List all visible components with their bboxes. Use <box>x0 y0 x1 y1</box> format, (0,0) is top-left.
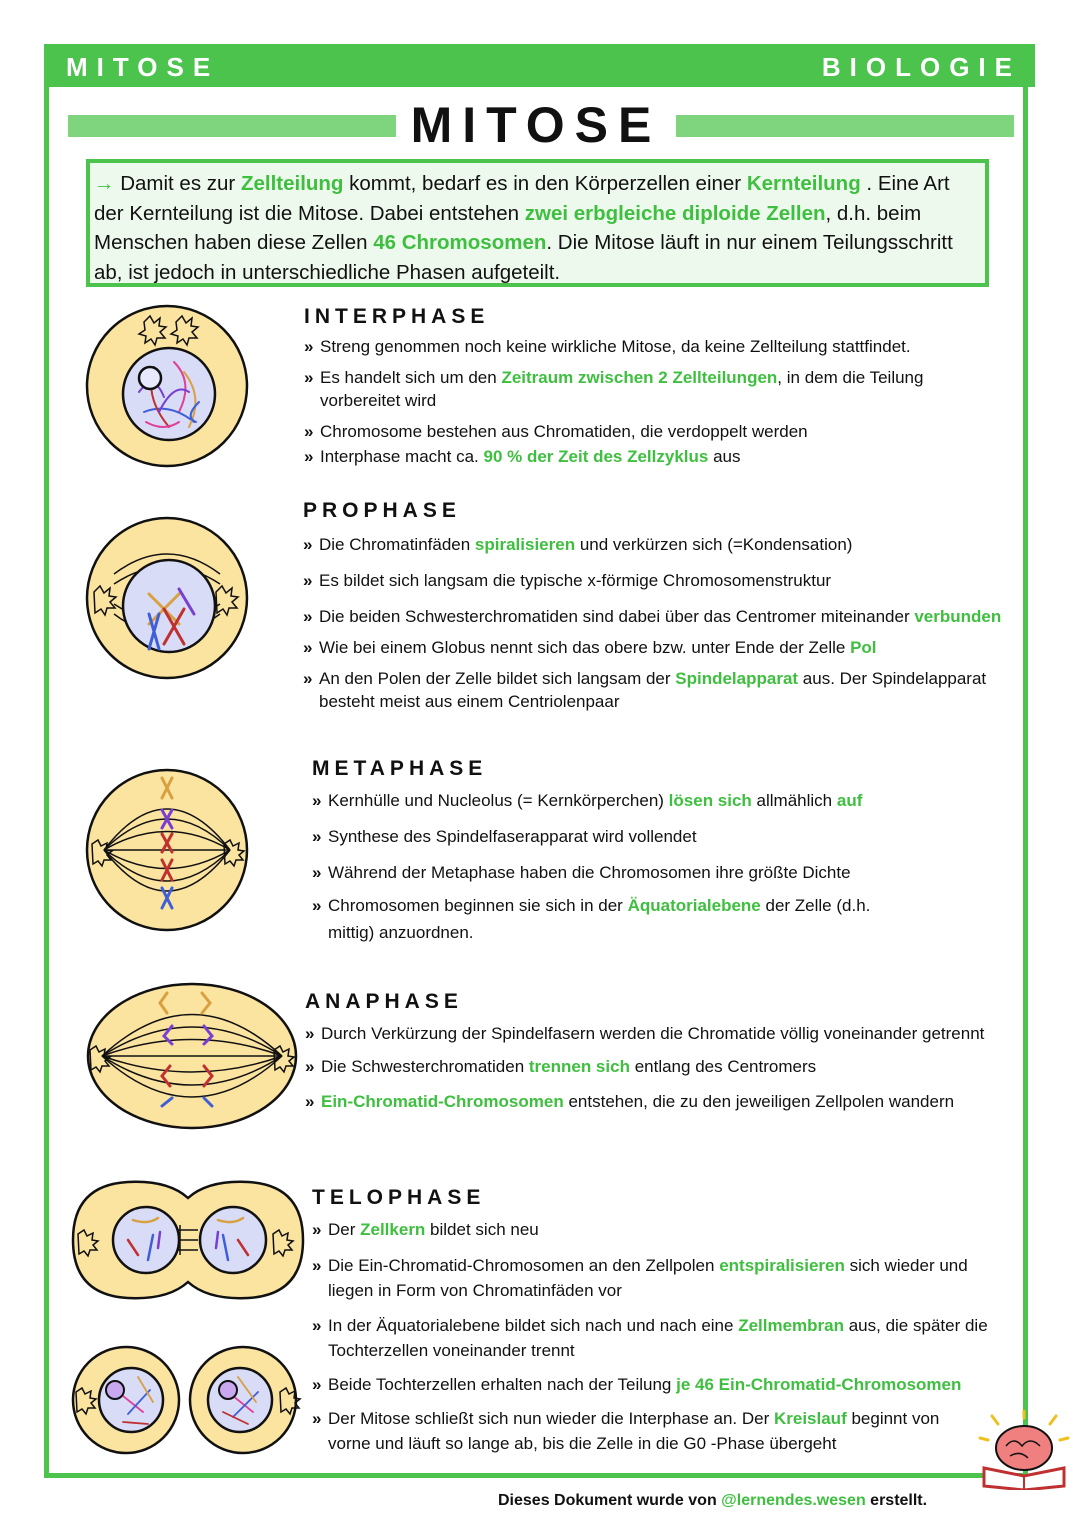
intro-text: . Eine Art der Kernteilung ist die Mitose. Dabei entstehen <box>94 172 950 225</box>
footer-credit <box>498 1492 927 1510</box>
bullet-text: An den Polen der Zelle bildet sich langsam der <box>319 669 676 688</box>
bullet-text: sich wieder und liegen in Form von Chromatinfäden vor <box>328 1256 968 1300</box>
metaphase-heading: METAPHASE <box>312 757 488 780</box>
list-item <box>312 1313 1002 1363</box>
interphase-heading: INTERPHASE <box>304 305 490 328</box>
bullet-highlight: auf <box>836 791 863 810</box>
bullet-highlight: 90 % der Zeit des Zellzyklus <box>483 447 709 466</box>
bullet-text: Synthese des Spindelfaserapparat wird vollendet <box>328 827 697 846</box>
bullet-text: allmählich <box>751 791 837 810</box>
intro-text: . Die Mitose läuft in nur einem Teilungsschritt ab, ist jedoch in unterschiedliche Phasen aufgeteilt. <box>94 231 953 284</box>
list-item <box>305 1022 1005 1045</box>
prophase-heading: PROPHASE <box>303 499 461 522</box>
title-decoration-right <box>676 115 1014 137</box>
bullet-text: Die Chromatinfäden <box>319 535 475 554</box>
list-item <box>312 825 1002 848</box>
brain-book-logo-icon <box>978 1410 1070 1490</box>
bullet-highlight: Zellkern <box>360 1220 426 1239</box>
bullet-highlight: Äquatorialebene <box>627 896 761 915</box>
page-title: MITOSE <box>410 97 662 153</box>
footer-text: Dieses Dokument wurde von <box>498 1492 722 1509</box>
bullet-text: Die Ein-Chromatid-Chromosomen an den Zellpolen <box>328 1256 720 1275</box>
title-decoration-left <box>68 115 396 137</box>
header-topic: MITOSE <box>66 52 220 82</box>
bullet-text: entstehen, die zu den jeweiligen Zellpolen wandern <box>563 1092 955 1111</box>
list-item <box>304 420 1004 443</box>
arrow-icon: → <box>94 172 115 195</box>
list-item <box>303 636 1003 659</box>
bullet-text: entlang des Centromers <box>629 1057 817 1076</box>
interphase-cell-illustration <box>84 302 254 472</box>
intro-highlight: 46 Chromosomen <box>373 231 547 254</box>
list-item <box>305 1090 1005 1113</box>
bullet-text: der Zelle (d.h. mittig) anzuordnen. <box>328 896 871 942</box>
list-item <box>312 789 1002 812</box>
footer-text: erstellt. <box>865 1492 928 1509</box>
anaphase-section <box>305 990 1005 1121</box>
intro-box <box>86 159 989 287</box>
bullet-text: Es bildet sich langsam die typische x-förmige Chromosomenstruktur <box>319 571 832 590</box>
bullet-text: aus. Der Spindelapparat besteht meist aus einem Centriolenpaar <box>319 669 987 711</box>
bullet-text: aus, die später die Tochterzellen voneinander trennt <box>328 1316 988 1360</box>
bullet-highlight: Kreislauf <box>773 1409 847 1428</box>
bullet-text: In der Äquatorialebene bildet sich nach und nach eine <box>328 1316 739 1335</box>
bullet-highlight: trennen sich <box>528 1057 630 1076</box>
bullet-highlight: Zeitraum zwischen 2 Zellteilungen <box>501 368 778 387</box>
bullet-highlight: Spindelapparat <box>675 669 799 688</box>
bullet-highlight: je 46 Ein-Chromatid-Chromosomen <box>676 1375 962 1394</box>
bullet-text: Kernhülle und Nucleolus (= Kernkörperchen) <box>328 791 669 810</box>
list-item <box>304 445 1004 468</box>
bullet-text: Durch Verkürzung der Spindelfasern werden die Chromatide völlig voneinander getrennt <box>321 1024 985 1043</box>
telophase-section <box>312 1186 1002 1464</box>
telophase-dividing-cell-illustration <box>68 1180 308 1300</box>
bullet-text: Chromosomen beginnen sie sich in der <box>328 896 628 915</box>
list-item <box>303 533 1003 556</box>
list-item <box>304 335 1004 358</box>
bullet-text: Wie bei einem Globus nennt sich das obere bzw. unter Ende der Zelle <box>319 638 851 657</box>
bullet-text: Es handelt sich um den <box>320 368 502 387</box>
list-item <box>305 1055 1005 1078</box>
list-item <box>312 1253 1002 1303</box>
bullet-text: Während der Metaphase haben die Chromosomen ihre größte Dichte <box>328 863 851 882</box>
bullet-text: Die beiden Schwesterchromatiden sind dabei über das Centromer miteinander <box>319 607 915 626</box>
intro-text: kommt, bedarf es in den Körperzellen einer <box>343 172 747 195</box>
list-item <box>304 366 1004 412</box>
list-item <box>312 861 1002 884</box>
metaphase-section <box>312 757 1002 954</box>
prophase-section <box>303 499 1003 721</box>
bullet-highlight: Ein-Chromatid-Chromosomen <box>321 1092 564 1111</box>
list-item <box>303 667 1003 713</box>
bullet-text: Der Mitose schließt sich nun wieder die Interphase an. Der <box>328 1409 774 1428</box>
intro-text: , d.h. beim Menschen haben diese Zellen <box>94 201 922 254</box>
bullet-highlight: spiralisieren <box>474 535 576 554</box>
anaphase-cell-illustration <box>82 978 302 1138</box>
prophase-cell-illustration <box>84 514 254 684</box>
list-item <box>312 892 888 946</box>
bullet-highlight: entspiralisieren <box>719 1256 845 1275</box>
intro-highlight: zwei erbgleiche diploide Zellen <box>524 201 826 225</box>
telophase-daughter-cells-illustration <box>68 1342 308 1458</box>
bullet-text: , in dem die Teilung vorbereitet wird <box>320 368 924 410</box>
bullet-text: Interphase macht ca. <box>320 447 484 466</box>
bullet-text: aus <box>708 447 741 466</box>
bullet-text: beginnt von vorne und läuft so lange ab, bis die Zelle in die G0 -Phase übergeht <box>328 1409 940 1453</box>
bullet-highlight: lösen sich <box>668 791 752 810</box>
bullet-text: bildet sich neu <box>425 1220 539 1239</box>
bullet-highlight: Zellmembran <box>738 1316 844 1335</box>
list-item <box>312 1373 1002 1396</box>
list-item <box>312 1406 968 1456</box>
footer-handle: @lernendes.wesen <box>721 1492 866 1509</box>
intro-text: Damit es zur <box>114 172 241 195</box>
anaphase-heading: ANAPHASE <box>305 990 463 1013</box>
bullet-highlight: Pol <box>850 638 877 657</box>
bullet-text: Der <box>328 1220 361 1239</box>
bullet-text: Die Schwesterchromatiden <box>321 1057 529 1076</box>
bullet-highlight: verbunden <box>914 607 1002 626</box>
list-item <box>303 569 1003 592</box>
interphase-section <box>304 305 1004 476</box>
intro-highlight: Zellteilung <box>240 172 344 195</box>
list-item <box>312 1218 1002 1241</box>
list-item <box>303 605 1003 628</box>
bullet-text: Streng genommen noch keine wirkliche Mitose, da keine Zellteilung stattfindet. <box>320 337 911 356</box>
bullet-text: Chromosome bestehen aus Chromatiden, die verdoppelt werden <box>320 422 808 441</box>
bullet-text: und verkürzen sich (=Kondensation) <box>575 535 853 554</box>
bullet-text: Beide Tochterzellen erhalten nach der Teilung <box>328 1375 677 1394</box>
header-subject: BIOLOGIE <box>821 52 1021 82</box>
intro-highlight: Kernteilung <box>746 172 861 195</box>
telophase-heading: TELOPHASE <box>312 1186 486 1209</box>
metaphase-cell-illustration <box>84 768 254 938</box>
